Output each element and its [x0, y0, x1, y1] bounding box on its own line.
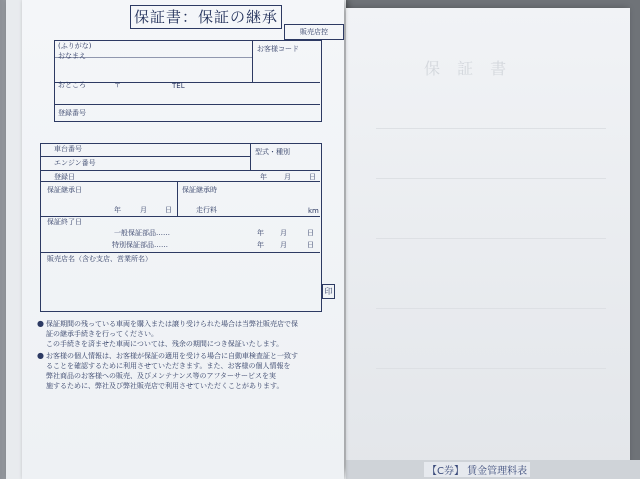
transfer-divider	[177, 181, 178, 216]
transfer-day: 日	[165, 206, 172, 214]
special-parts-label: 特別保証部品……	[112, 241, 168, 249]
note-line: ることを確認するために利用させていただきます。また、お客様の個人情報を	[46, 362, 291, 370]
end-date-line	[40, 252, 320, 253]
special-day: 日	[307, 241, 314, 249]
special-year: 年	[257, 241, 264, 249]
right-ghost-line	[376, 308, 606, 309]
faded-printed-line	[152, 398, 229, 408]
shop-name-label: 販売店名（含む支店、営業所名）	[47, 255, 152, 263]
faded-printed-line	[132, 410, 216, 420]
customer-divider	[252, 40, 253, 82]
general-parts-label: 一般保証部品……	[114, 229, 170, 237]
bottom-slip-label: 【C券】 賃金管理料表	[424, 462, 530, 477]
note-bullet: ●	[37, 319, 44, 328]
mileage-label: 走行料	[196, 206, 217, 214]
special-month: 月	[280, 241, 287, 249]
form-title: 保証書：保証の継承	[130, 5, 282, 29]
furigana-label: (ふりがな)	[58, 42, 92, 50]
customer-code-label: お客様コード	[257, 45, 299, 53]
note-line: 証の継承手続きを行ってください。	[46, 330, 158, 338]
model-divider	[250, 143, 251, 170]
transfer-month: 月	[140, 206, 147, 214]
general-month: 月	[280, 229, 287, 237]
right-ghost-line	[376, 128, 606, 129]
note-bullet: ●	[37, 351, 44, 360]
end-date-label: 保証終了日	[47, 218, 82, 226]
note-line: 保証期間の残っている車両を購入または譲り受けられた場合は当弊社販売店で保	[46, 320, 298, 328]
registration-date-label: 登録日	[54, 173, 75, 181]
reg-year: 年	[260, 173, 267, 181]
note-line: この手続きを済ませた車両については、残余の期間につき保証いたします。	[46, 340, 284, 348]
transfer-line	[40, 216, 320, 217]
postal-mark: 〒	[114, 81, 121, 89]
right-blank-sheet	[346, 8, 630, 471]
reg-day: 日	[309, 173, 316, 181]
name-label: おなまえ	[58, 52, 86, 60]
right-ghost-line	[376, 368, 606, 369]
km-label: km	[308, 207, 319, 215]
chassis-line	[40, 156, 250, 157]
address-label: おところ	[58, 81, 86, 89]
engine-no-label: エンジン番号	[54, 159, 96, 167]
note-line: お客様の個人情報は、お客様が保証の適用を受ける場合に自動車検査証と一致す	[46, 352, 298, 360]
note-line: 弊社商品のお客様への販売、及びメンテナンス等のアフターサービスを実	[46, 372, 276, 380]
shop-copy-label: 販売店控	[284, 24, 344, 40]
registration-line	[40, 181, 320, 182]
faded-printed-line	[92, 124, 232, 134]
tel-label: TEL	[172, 82, 185, 90]
right-ghost-line	[376, 178, 606, 179]
right-sheet-ghost-title: 保 証 書	[424, 59, 513, 78]
note-line: 施するために、弊社及び弊社販売店で利用させていただくことがあります。	[46, 382, 284, 390]
transfer-year: 年	[114, 206, 121, 214]
right-ghost-line	[376, 238, 606, 239]
address-line-top	[54, 82, 320, 83]
registration-number-label: 登録番号	[58, 109, 86, 117]
general-year: 年	[257, 229, 264, 237]
reg-month: 月	[284, 173, 291, 181]
stamp-mark: 印	[322, 284, 335, 299]
faded-printed-line	[192, 422, 241, 432]
general-day: 日	[307, 229, 314, 237]
engine-line	[40, 170, 320, 171]
address-line-bottom	[54, 104, 320, 105]
transfer-time-label: 保証継承時	[182, 186, 217, 194]
model-type-label: 型式・種別	[255, 148, 290, 156]
transfer-date-label: 保証継承日	[47, 186, 82, 194]
warranty-form-sheet	[22, 0, 344, 479]
chassis-no-label: 車台番号	[54, 145, 82, 153]
